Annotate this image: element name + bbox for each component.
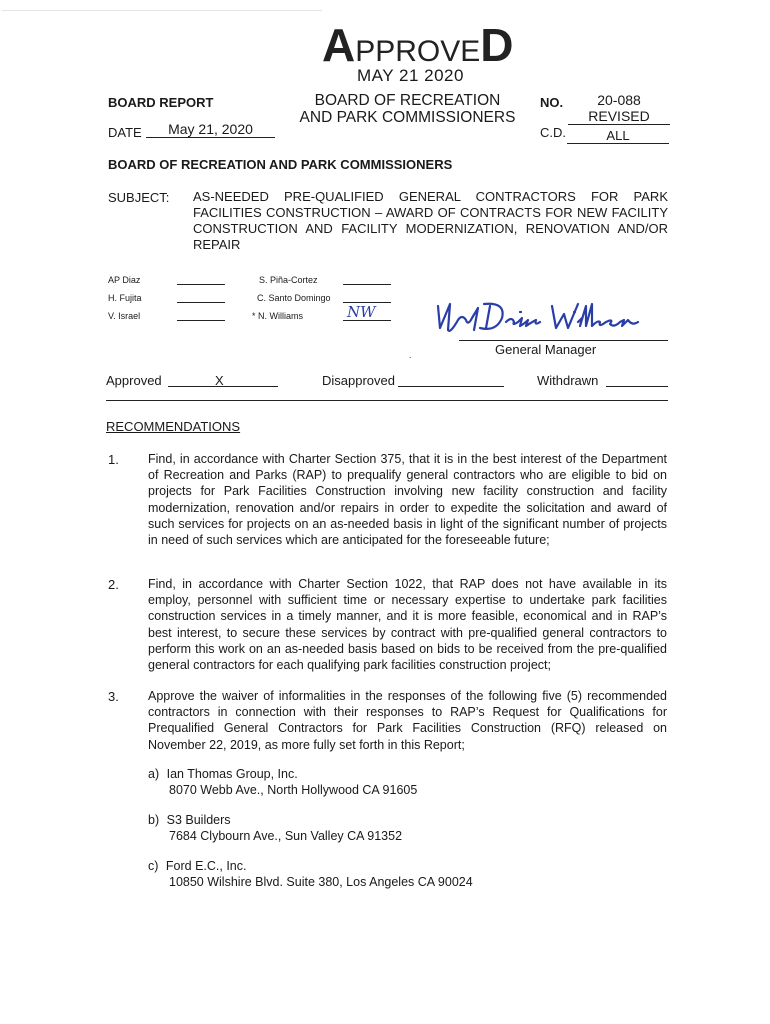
date-value: May 21, 2020 bbox=[146, 121, 275, 138]
item-number: 3. bbox=[108, 689, 119, 704]
contractor-address: 7684 Clybourn Ave., Sun Valley CA 91352 bbox=[169, 829, 403, 843]
recommendation-text: Find, in accordance with Charter Section 375, that it is in the best interest of the Department of Recreation and Parks (RAP) to prequalify general contractors who are eligible to bid on projects for Park Facilities Construction involving new facility construction and facility modernization, renovation and/or repairs in order to expedite the solicitation and award of such services for projects on an as-needed basis in light of the significant number of projects in need of such services which are anticipated for the foreseeable future; bbox=[148, 452, 667, 548]
recommendation-text: Find, in accordance with Charter Section 1022, that RAP does not have available in its employ, personnel with sufficient time or necessary expertise to undertake park facilities construction services in a timely manner, and it is more feasible, economical and in RAP’s best interest, to secure these services by contract with pre-qualified general contractors to perform this work on an as-needed basis based on bids to be received from the pre-qualified general contractors for each qualifying park facilities construction project; bbox=[148, 577, 667, 673]
commissioner-name: C. Santo Domingo bbox=[257, 293, 331, 303]
initial-line bbox=[177, 284, 225, 285]
report-type: BOARD REPORT bbox=[108, 95, 214, 110]
subject-text: AS-NEEDED PRE-QUALIFIED GENERAL CONTRACTORS FOR PARK FACILITIES CONSTRUCTION – AWARD OF CONTRACTS FOR NEW FACILITY CONSTRUCTION AND FACILITY MODERNIZATION, RENOVATION AND/OR REPAIR bbox=[193, 189, 668, 252]
commissioner-name: * N. Williams bbox=[252, 311, 303, 321]
commissioner-name: V. Israel bbox=[108, 311, 141, 321]
contractor-entry bbox=[148, 812, 402, 844]
initial-line bbox=[343, 284, 391, 285]
disapproved-line bbox=[398, 386, 504, 387]
contractor-address: 10850 Wilshire Blvd. Suite 380, Los Angeles CA 90024 bbox=[169, 875, 473, 889]
initial-line bbox=[177, 302, 225, 303]
approved-stamp bbox=[322, 18, 514, 72]
contractor-address: 8070 Webb Ave., North Hollywood CA 91605 bbox=[169, 783, 418, 797]
stamp-last-letter: D bbox=[480, 19, 514, 71]
stamp-first-letter: A bbox=[322, 19, 356, 71]
general-manager-title: General Manager bbox=[495, 342, 597, 357]
stamp-middle-letters: PPROVE bbox=[355, 35, 481, 68]
stamp-date: MAY 21 2020 bbox=[357, 66, 464, 85]
commissioner-name: AP Diaz bbox=[108, 275, 141, 285]
contractor-letter: c) bbox=[148, 859, 159, 873]
williams-initials: NW bbox=[347, 303, 376, 321]
contractor-entry bbox=[148, 858, 473, 890]
report-number-value: 20-088 REVISED bbox=[568, 92, 670, 125]
item-number: 1. bbox=[108, 452, 119, 467]
contractor-name: Ian Thomas Group, Inc. bbox=[166, 767, 298, 781]
withdrawn-label: Withdrawn bbox=[537, 373, 599, 388]
board-title-line2: AND PARK COMMISSIONERS bbox=[299, 109, 516, 126]
report-number-label: NO. bbox=[540, 95, 564, 110]
initial-line bbox=[177, 320, 225, 321]
contractor-name: S3 Builders bbox=[166, 813, 231, 827]
contractor-entry bbox=[148, 766, 417, 798]
contractor-letter: a) bbox=[148, 767, 160, 781]
general-manager-signature bbox=[428, 298, 668, 340]
recommendation-text: Approve the waiver of informalities in the responses of the following five (5) recommended contractors in connection with their responses to RAP’s Request for Qualifications for Prequalified General Contractors for Park Facilities Construction (RFQ) released on November 22, 2019, as more fully set forth in this Report; bbox=[148, 689, 667, 752]
withdrawn-line bbox=[606, 386, 668, 387]
disapproved-label: Disapproved bbox=[322, 373, 395, 388]
contractor-name: Ford E.C., Inc. bbox=[165, 859, 247, 873]
signature-mark: ․ bbox=[409, 353, 412, 360]
council-district-label: C.D. bbox=[540, 125, 566, 140]
board-title bbox=[290, 92, 525, 126]
recommendations-title: RECOMMENDATIONS bbox=[106, 419, 241, 434]
approved-label: Approved bbox=[106, 373, 162, 388]
contractor-letter: b) bbox=[148, 813, 160, 827]
board-title-line1: BOARD OF RECREATION bbox=[314, 92, 501, 109]
signature-line bbox=[459, 340, 668, 341]
date-label: DATE bbox=[108, 125, 142, 140]
subject-label: SUBJECT: bbox=[108, 190, 170, 205]
board-heading: BOARD OF RECREATION AND PARK COMMISSIONERS bbox=[108, 157, 453, 172]
commissioner-name: H. Fujita bbox=[108, 293, 142, 303]
scan-edge-line bbox=[2, 10, 322, 11]
council-district-value: ALL bbox=[567, 129, 669, 144]
commissioner-name: S. Piña-Cortez bbox=[259, 275, 318, 285]
item-number: 2. bbox=[108, 577, 119, 592]
divider bbox=[106, 400, 668, 401]
approved-mark: X bbox=[215, 373, 224, 388]
